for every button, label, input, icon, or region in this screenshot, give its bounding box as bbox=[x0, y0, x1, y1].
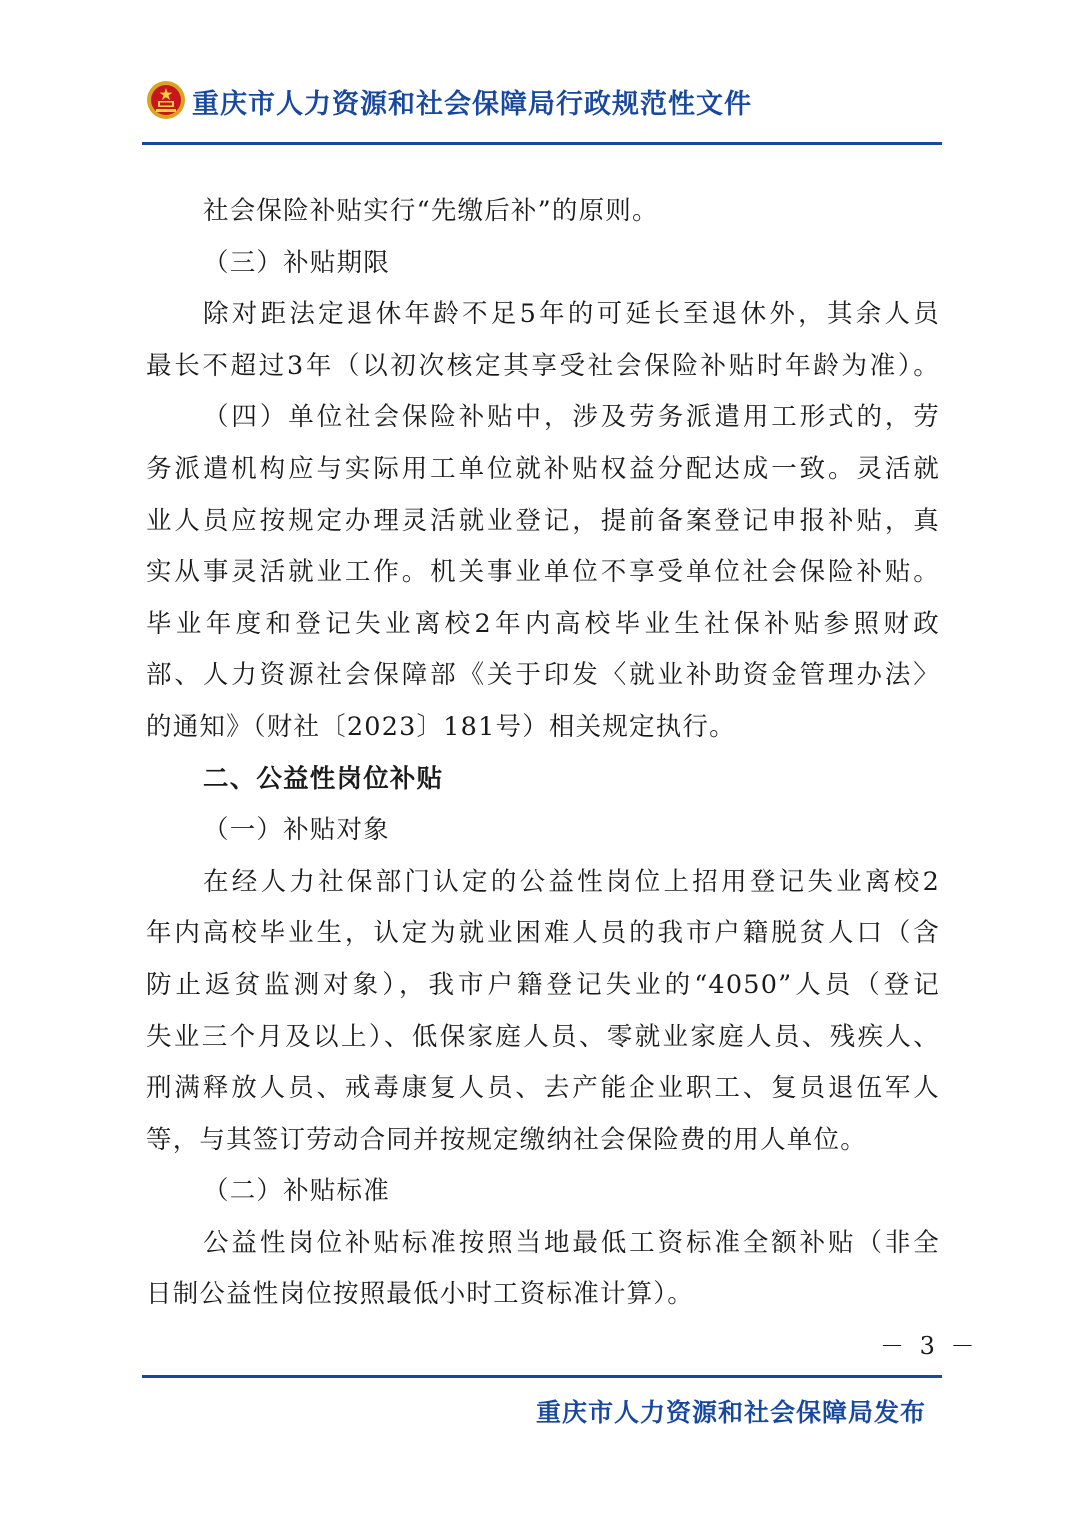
body-line: （四）单位社会保险补贴中，涉及劳务派遣用工形式的，劳 bbox=[203, 402, 940, 433]
body-line: 日制公益性岗位按照最低小时工资标准计算）。 bbox=[146, 1279, 694, 1310]
body-line: 毕业年度和登记失业离校2年内高校毕业生社保补贴参照财政 bbox=[146, 608, 940, 639]
body-line: 实从事灵活就业工作。机关事业单位不享受单位社会保险补贴。 bbox=[146, 557, 940, 588]
footer-divider bbox=[142, 1375, 942, 1378]
body-line: （三）补贴期限 bbox=[203, 247, 390, 278]
body-line: 在经人力社保部门认定的公益性岗位上招用登记失业离校2 bbox=[203, 866, 940, 897]
body-line: 公益性岗位补贴标准按照当地最低工资标准全额补贴（非全 bbox=[203, 1227, 940, 1258]
header-title: 重庆市人力资源和社会保障局行政规范性文件 bbox=[192, 89, 752, 120]
body-line: 等，与其签订劳动合同并按规定缴纳社会保险费的用人单位。 bbox=[146, 1124, 867, 1155]
section-heading: 二、公益性岗位补贴 bbox=[203, 763, 444, 794]
body-line: 年内高校毕业生，认定为就业困难人员的我市户籍脱贫人口（含 bbox=[146, 918, 940, 949]
body-line: 防止返贫监测对象），我市户籍登记失业的“4050”人员（登记 bbox=[146, 969, 940, 1000]
document-body bbox=[146, 186, 940, 1321]
body-line: 务派遣机构应与实际用工单位就补贴权益分配达成一致。灵活就 bbox=[146, 453, 940, 484]
body-line: 刑满释放人员、戒毒康复人员、去产能企业职工、复员退伍军人 bbox=[146, 1073, 940, 1104]
body-line: 除对距法定退休年龄不足5年的可延长至退休外，其余人员 bbox=[203, 299, 940, 330]
body-line: 最长不超过3年（以初次核定其享受社会保险补贴时年龄为准）。 bbox=[146, 350, 940, 381]
body-line: 的通知》（财社〔2023〕181号）相关规定执行。 bbox=[146, 711, 736, 742]
body-line: 部、人力资源社会保障部《关于印发〈就业补助资金管理办法〉 bbox=[146, 660, 940, 691]
footer-publisher: 重庆市人力资源和社会保障局发布 bbox=[536, 1398, 927, 1427]
document-header bbox=[142, 78, 942, 122]
body-line: 社会保险补贴实行“先缴后补”的原则。 bbox=[203, 196, 659, 226]
body-line: 失业三个月及以上）、低保家庭人员、零就业家庭人员、残疾人、 bbox=[146, 1021, 940, 1052]
body-line: （二）补贴标准 bbox=[203, 1176, 390, 1207]
body-line: 业人员应按规定办理灵活就业登记，提前备案登记申报补贴，真 bbox=[146, 505, 940, 536]
header-divider bbox=[142, 142, 942, 145]
national-emblem-icon bbox=[146, 80, 186, 120]
page-number: － 3 － bbox=[880, 1332, 979, 1360]
body-line: （一）补贴对象 bbox=[203, 815, 390, 846]
